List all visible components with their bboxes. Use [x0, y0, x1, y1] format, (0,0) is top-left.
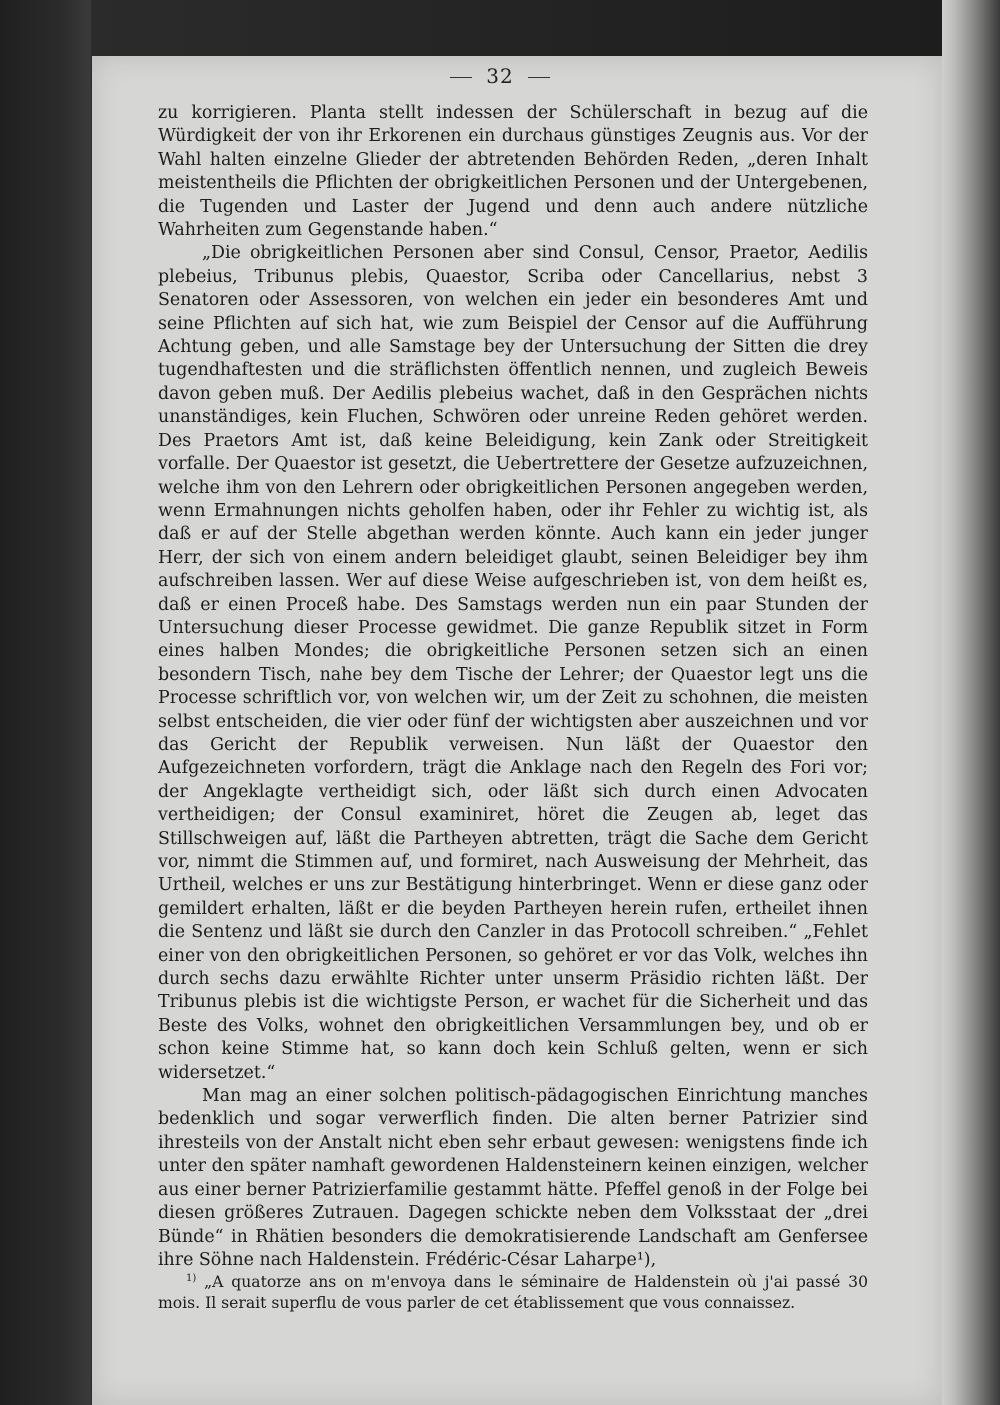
paragraph-2: „Die obrigkeitlichen Personen aber sind Consul, Censor, Praetor, Aedilis plebeius, Tribunus plebis, Quaestor, Scriba oder Cancellarius, nebst 3 Senatoren oder Assessoren, von welchen ein jeder ein besonderes Amt und seine Pflichten auf sich hat, wie zum Beispiel der Censor auf die Aufführung Achtung geben, und alle Samstage bey der Untersuchung der Sitten die drey tugendhaftesten und die sträflichsten öffentlich nennen, und zugleich Beweis davon geben muß. Der Aedilis plebeius wachet, daß in den Gesprächen nichts unanständiges, kein Fluchen, Schwören oder unreine Reden gehöret werden. Des Praetors Amt ist, daß keine Beleidigung, kein Zank oder Streitigkeit vorfalle. Der Quaestor ist gesetzt, die Uebertrettere der Gesetze aufzuzeichnen, welche ihm von den Lehrern oder obrigkeitlichen Personen angegeben werden, wenn Ermahnungen nichts geholfen haben, oder ihr Fehler zu wichtig ist, als daß er auf der Stelle abgethan werden könnte. Auch kann ein jeder junger Herr, der sich von einem andern beleidiget glaubt, seinen Beleidiger bey ihm aufschreiben lassen. Wer auf diese Weise aufgeschrieben ist, von dem heißt es, daß er einen Proceß habe. Des Samstags werden nun ein paar Stunden der Untersuchung dieser Processe gewidmet. Die ganze Republik sitzet in Form eines halben Mondes; die obrigkeitliche Personen setzen sich an einen besondern Tisch, nahe bey dem Tische der Lehrer; der Quaestor legt uns die Processe schriftlich vor, von welchen wir, um der Zeit zu schohnen, die meisten selbst entscheiden, die vier oder fünf der wichtigsten aber auszeichnen und vor das Gericht der Republik verweisen. Nun läßt der Quaestor den Aufgezeichneten vorfordern, trägt die Anklage nach den Regeln des Fori vor; der Angeklagte vertheidigt sich, oder läßt sich durch einen Advocaten vertheidigen; der Consul examiniret, höret die Zeugen ab, leget das Stillschweigen auf, läßt die Partheyen abtretten, trägt die Sache dem Gericht vor, nimmt die Stimmen auf, und formiret, nach Ausweisung der Mehrheit, das Urtheil, welches er uns zur Bestätigung hinterbringet. Wenn er diese ganz oder gemildert erhalten, läßt er die beyden Partheyen herein rufen, ertheilet ihnen die Sentenz und läßt sie durch den Canzler in das Protocoll schreiben.“ „Fehlet einer von den obrigkeitlichen Personen, so gehöret er vor das Volk, welches ihn durch sechs dazu erwählte Richter unter unserm Präsidio richten läßt. Der Tribunus plebis ist die wichtigste Person, er wachet für die Sicherheit und das Beste des Volks, wohnet den obrigkeitlichen Versammlungen bey, und ob er schon keine Stimme hat, so kann doch kein Schluß gelten, wenn er sich widersetzet.“	[158, 243, 868, 1083]
paragraph-1: zu korrigieren. Planta stellt indessen der Schülerschaft in bezug auf die Würdigkeit der von ihr Erkorenen ein durchaus günstiges Zeugnis aus. Vor der Wahl halten einzelne Glieder der abtretenden Behörden Reden, „deren Inhalt meistentheils die Pflichten der obrigkeitlichen Personen und der Untergebenen, die Tugenden und Laster der Jugend und denn auch andere nützliche Wahrheiten zum Gegenstande haben.“	[158, 103, 868, 241]
body-text	[158, 102, 868, 1272]
dash-right	[528, 77, 550, 78]
paragraph-3: Man mag an einer solchen politisch-pädagogischen Einrichtung manches bedenklich und sogar verwerflich finden. Die alten berner Patrizier sind ihresteils von der Anstalt nicht eben sehr erbaut gewesen: wenigstens finde ich unter den später namhaft gewordenen Haldensteinern keinen einzigen, welcher aus einer berner Patrizierfamilie gestammt hätte. Pfeffel genoß in der Folge bei diesen größeres Zutrauen. Dagegen schickte neben dem Volksstaat der „drei Bünde“ in Rhätien besonders die demokratisierende Landschaft am Genfersee ihre Söhne nach Haldenstein. Frédéric-César Laharpe¹),	[158, 1086, 868, 1270]
page-number-value: 32	[486, 64, 514, 88]
page-edge	[942, 0, 1000, 1405]
footnote-text: „A quatorze ans on m'envoya dans le séminaire de Haldenstein où j'ai passé 30 mois. Il serait superflu de vous parler de cet établissement que vous connaissez.	[158, 1273, 868, 1313]
footnote-marker: 1)	[186, 1273, 197, 1284]
footnote	[158, 1268, 868, 1314]
dash-left	[450, 77, 472, 78]
page-number	[0, 64, 1000, 88]
